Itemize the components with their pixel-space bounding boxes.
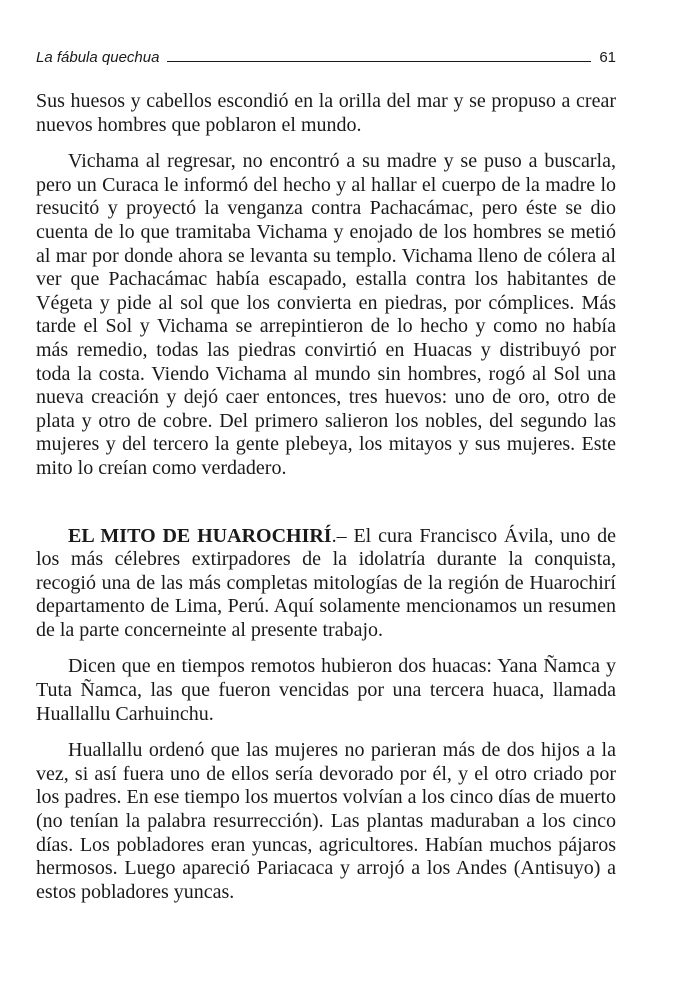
paragraph-continued: Sus huesos y cabellos escondió en la orilla del mar y se propuso a crear nuevos hombres que poblaron el mundo. [36, 90, 616, 136]
paragraph-huarochiri [36, 525, 616, 643]
header-rule [167, 61, 591, 62]
paragraph-huallallu: Huallallu ordenó que las mujeres no parieran más de dos hijos a la vez, si así fuera uno de ellos sería devorado por él, y el otro criado por los padres. En ese tiempo los muertos volvían a los cinco días de muerto (no tenían la palabra resurrección). Las plantas maduraban a los cinco días. Los pobladores eran yuncas, agricultores. Habían muchos pájaros hermosos. Luego apareció Pariacaca y arrojó a los Andes (Antisuyo) a estos pobladores yuncas. [36, 739, 616, 903]
running-header [36, 44, 616, 66]
paragraph-huarochiri-text: .– El cura Francisco Ávila, uno de los más célebres extirpadores de la idolatría durante la conquista, recogió una de las más completas mitologías de la región de Huarochirí departamento de Lima, Perú. Aquí solamente mencionamos un resumen de la parte concerneinte al presente trabajo. [36, 524, 616, 641]
section-heading: EL MITO DE HUAROCHIRÍ [68, 524, 332, 547]
running-title: La fábula quechua [36, 49, 160, 66]
paragraph-vichama: Vichama al regresar, no encontró a su madre y se puso a buscarla, pero un Curaca le informó del hecho y al hallar el cuerpo de la madre lo resucitó y proyectó la venganza contra Pachacámac, pero éste se dio cuenta de lo que tramitaba Vichama y enojado de los hombres se metió al mar por donde ahora se levanta su templo. Vichama lleno de cólera al ver que Pachacámac había escapado, estalla contra los habitantes de Végeta y pide al sol que los convierta en piedras, por cómplices. Más tarde el Sol y Vichama se arrepintieron de lo hecho y como no había más remedio, todas las piedras convirtió en Huacas y distribuyó por toda la costa. Viendo Vichama al mundo sin hombres, rogó al Sol una nueva creación y dejó caer entonces, tres huevos: uno de oro, otro de plata y otro de cobre. Del primero salieron los nobles, del segundo las mujeres y del tercero la gente plebeya, los mitayos y sus mujeres. Este mito lo creían como verdadero. [36, 150, 616, 479]
paragraph-huacas: Dicen que en tiempos remotos hubieron dos huacas: Yana Ñamca y Tuta Ñamca, las que fueron vencidas por una tercera huaca, llamada Huallallu Carhuinchu. [36, 655, 616, 725]
page-number: 61 [599, 49, 616, 66]
body-text [36, 90, 616, 904]
